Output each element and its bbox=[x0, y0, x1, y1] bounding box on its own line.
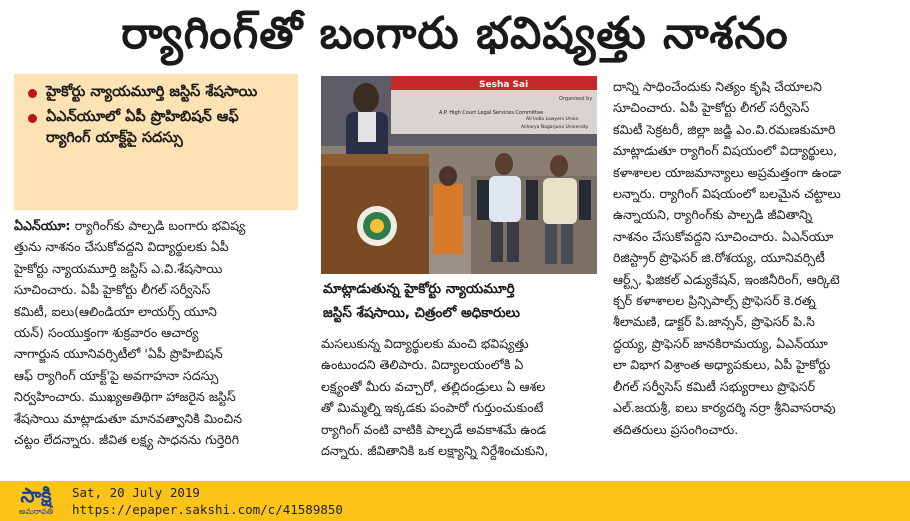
article-line: ఉంటుందని తెలిపారు. విద్యాలయంలోకి ఏ bbox=[321, 357, 524, 373]
photo-illustration bbox=[321, 76, 597, 274]
article-line: శీలామణి, డాక్టర్ పి.జాన్సన్, ప్రొఫెసర్ పి.సి bbox=[613, 314, 815, 330]
article-column-middle bbox=[321, 333, 593, 475]
bullet-icon bbox=[28, 89, 37, 98]
sakshi-logo bbox=[6, 484, 66, 518]
banner-top: Organised by bbox=[559, 96, 593, 102]
article-line: రిజిస్ట్రార్ ప్రొఫెసర్ జి.రోశయ్య, యూనివర్సిటీ bbox=[613, 250, 825, 266]
article-line: లా విభాగ విశ్రాంత అధ్యాపకులు, ఏపీ హైకోర్టు bbox=[613, 357, 831, 373]
article-line: తదితరులు ప్రసంగించారు. bbox=[613, 421, 739, 437]
article-line: కమిటీ సెక్రటరీ, జిల్లా జడ్జి ఎం.వి.రమణకుమారి bbox=[613, 121, 836, 137]
logo-wordmark: సాక్షి bbox=[20, 483, 52, 507]
article-line: మాట్లాడుతూ ర్యాగింగ్ విషయంలో విద్యార్థులు, bbox=[613, 143, 838, 159]
caption-line: జస్టిస్ శేషసాయి, చిత్రంలో అధికారులు bbox=[323, 305, 520, 321]
headline: ర్యాగింగ్‌తో బంగారు భవిష్యత్తు నాశనం bbox=[121, 8, 789, 59]
article-line: మసలుకున్న విద్యార్థులకు మంచి భవిష్యత్తు bbox=[321, 336, 529, 351]
banner-university: Acharya Nagarjuna University bbox=[521, 125, 589, 130]
article-column-left bbox=[14, 215, 300, 475]
article-line: లన్నారు. ర్యాగింగ్ విషయంలో బలమైన చట్టాలు bbox=[613, 186, 841, 202]
footer-text bbox=[72, 484, 343, 518]
highlight-item bbox=[28, 82, 288, 103]
article-line: కమిటీ, ఐలు(ఆలిండియా లాయర్స్ యూని bbox=[14, 303, 217, 319]
article-line: క్చర్ కళాశాలల ప్రిన్సిపాల్స్ ప్రొఫెసర్ కె.రత్న bbox=[613, 293, 816, 309]
highlight-text: ఏఎన్‌యూలో ఏపీ ప్రొహిబిషన్ ఆఫ్ ర్యాగింగ్ యాక్ట్‌పై సదస్సు bbox=[46, 109, 239, 146]
highlight-text: హైకోర్టు న్యాయమూర్తి జస్టిస్ శేషసాయి bbox=[46, 84, 258, 100]
article-line: ఉన్నాయని, ర్యాగింగ్‌కు పాల్పడి జీవితాన్ని bbox=[613, 207, 813, 223]
highlights-box bbox=[14, 74, 298, 210]
article-line: తో మిమ్మల్ని ఇక్కడకు పంపారో గుర్తుంచుకుంటే bbox=[321, 400, 544, 416]
article-line: దాన్ని సాధించేందుకు నిత్యం కృషి చేయాలని bbox=[613, 79, 822, 94]
footer-bar bbox=[0, 481, 910, 521]
article-line: ఆర్ట్స్, ఫిజికల్ ఎడ్యుకేషన్, ఇంజినీరింగ్, ఆర్కిటె bbox=[613, 271, 840, 287]
article-line: నాశనం చేసుకోవద్దని సూచించారు. ఏఎన్‌యూ bbox=[613, 228, 834, 244]
article-line: సూచించారు. ఏపీ హైకోర్టు లీగల్ సర్వీసెస్ bbox=[14, 282, 211, 298]
publication-date: Sat, 20 July 2019 bbox=[72, 485, 200, 500]
article-line: లీగల్ సర్వీసెస్ కమిటీ సభ్యురాలు ప్రొఫెసర్ bbox=[613, 378, 816, 394]
article-line: నిర్వహించారు. ముఖ్యఅతిథిగా హాజరైన జస్టిస్ bbox=[14, 389, 236, 405]
article-line: ఎల్.జయశ్రీ, ఐలు కార్యదర్శి నర్రా శ్రీనివాసరావు bbox=[613, 400, 836, 416]
article-line: యన్) సంయుక్తంగా శుక్రవారం ఆచార్య bbox=[14, 325, 199, 341]
article-line: సూచించారు. ఏపీ హైకోర్టు లీగల్ సర్వీసెస్ bbox=[613, 100, 810, 116]
highlight-item bbox=[28, 107, 288, 149]
article-line: దన్నారు. జీవితానికి ఒక లక్ష్యాన్ని నిర్దేశించుకుని, bbox=[321, 443, 549, 459]
banner-title: Sesha Sai bbox=[479, 80, 529, 90]
article-line: లక్ష్యంతో మీరు వచ్చారో, తల్లిదండ్రులు ఏ ఆశల bbox=[321, 378, 546, 394]
dateline: ఏఎన్‌యూ: bbox=[14, 218, 75, 233]
article-line: శేషసాయి మాట్లాడుతూ మానవత్వానికి మించిన bbox=[14, 410, 243, 426]
photo-caption bbox=[321, 277, 597, 329]
article-line: హైకోర్టు న్యాయమూర్తి జస్టిస్ ఎ.వి.శేషసాయి bbox=[14, 260, 223, 276]
article-line: ర్యాగింగ్ వంటి వాటికి పాల్పడే అవకాశమే ఉండ bbox=[321, 421, 547, 437]
logo-edition: అమరావతి bbox=[18, 507, 54, 516]
article-line: కళాశాలల యాజమాన్యాలు అప్రమత్తంగా ఉండా bbox=[613, 164, 842, 180]
article-line: నాగార్జున యూనివర్సిటీలో 'ఏపీ ప్రొహిబిషన్ bbox=[14, 346, 223, 362]
article-column-right bbox=[613, 76, 901, 475]
banner-org-2: All India Lawyers Union bbox=[526, 117, 579, 122]
caption-line: మాట్లాడుతున్న హైకోర్టు న్యాయమూర్తి bbox=[323, 281, 515, 297]
epaper-link[interactable]: https://epaper.sakshi.com/c/41589850 bbox=[72, 502, 343, 517]
article-photo bbox=[321, 76, 597, 274]
bullet-icon bbox=[28, 114, 37, 123]
article-line: ఏఎన్‌యూ: ర్యాగింగ్‌కు పాల్పడి బంగారు భవిష్య bbox=[14, 218, 246, 233]
article-line: ఆఫ్ ర్యాగింగ్ యాక్ట్'పై అవగాహనా సదస్సు bbox=[14, 367, 219, 383]
article-line: చట్టం లేదన్నారు. జీవిత లక్ష్య సాధనను గుర్తెరిగి bbox=[14, 432, 240, 448]
article-line: త్తును నాశనం చేసుకోవద్దని విద్యార్థులకు ఏపీ bbox=[14, 239, 229, 255]
article-line: ద్ధయ్య, ప్రొఫెసర్ జానకిరామయ్య, ఏఎన్‌యూ bbox=[613, 335, 828, 351]
banner-org: A.P. High Court Legal Services Committee bbox=[439, 110, 544, 116]
